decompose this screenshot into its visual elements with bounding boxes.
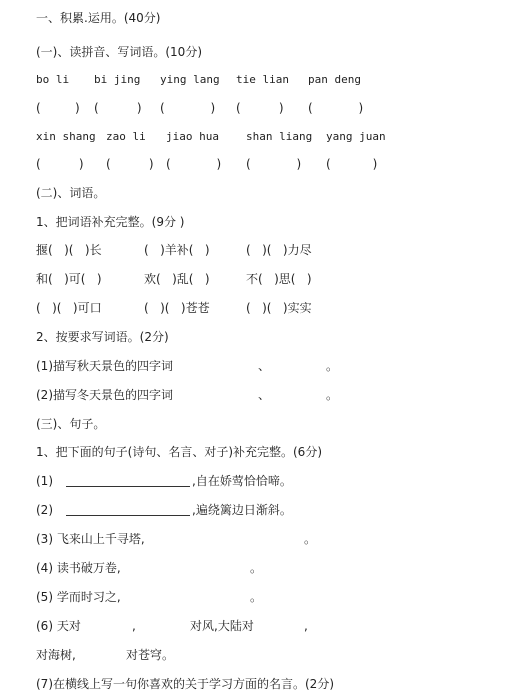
part1-title: (一)、读拼音、写词语。(10分): [36, 45, 202, 59]
idiom-item: 揠( )( )长: [36, 243, 102, 257]
item-number: (2): [36, 503, 53, 517]
pinyin-item: ying lang: [160, 73, 220, 86]
sentence-text: (6) 天对: [36, 619, 81, 633]
part2-title: (二)、词语。: [36, 186, 106, 200]
idiom-item: ( )羊补( ): [144, 243, 210, 257]
question-7: (7)在横线上写一句你喜欢的关于学习方面的名言。(2分): [36, 677, 334, 691]
answer-blank: ( ): [36, 157, 84, 171]
q2-prompt: (2)描写冬天景色的四字词: [36, 388, 173, 402]
pinyin-item: bo li: [36, 73, 70, 86]
part3-title: (三)、句子。: [36, 417, 106, 431]
sentence-text: 对风,大陆对: [190, 619, 254, 633]
q2-end: 。: [326, 359, 339, 373]
answer-blank: ( ): [326, 157, 378, 171]
pinyin-item: jiao hua: [166, 130, 219, 143]
idiom-item: ( )( )可口: [36, 301, 102, 315]
idiom-item: 和( )可( ): [36, 272, 102, 286]
answer-blank: ( ): [94, 101, 142, 115]
sentence-tail: ,遍绕篱边日渐斜。: [192, 503, 292, 517]
idiom-item: ( )( )力尽: [246, 243, 312, 257]
sentence-text: (5) 学而时习之,: [36, 590, 121, 604]
q2-end: 。: [326, 388, 339, 402]
pinyin-item: xin shang: [36, 130, 96, 143]
fill-blank-line: [66, 486, 190, 487]
q2-separator: 、: [258, 359, 271, 373]
sentence-text: (3) 飞来山上千寻塔,: [36, 532, 145, 546]
pinyin-item: yang juan: [326, 130, 386, 143]
pinyin-item: shan liang: [246, 130, 313, 143]
section-title: 一、积累.运用。(40分): [36, 11, 161, 25]
question-title: 1、把下面的句子(诗句、名言、对子)补充完整。(6分): [36, 445, 322, 459]
pinyin-item: tie lian: [236, 73, 289, 86]
pinyin-item: zao li: [106, 130, 146, 143]
answer-blank: ( ): [36, 101, 80, 115]
sentence-end: 。: [250, 590, 263, 604]
answer-blank: ( ): [236, 101, 284, 115]
answer-blank: ( ): [160, 101, 216, 115]
pinyin-item: bi jing: [94, 73, 141, 86]
answer-blank: ( ): [166, 157, 222, 171]
sentence-tail: ,自在娇莺恰恰啼。: [192, 474, 292, 488]
sentence-text: (4) 读书破万卷,: [36, 561, 121, 575]
item-number: (1): [36, 474, 53, 488]
idiom-item: 欢( )乱( ): [144, 272, 210, 286]
sentence-end: 。: [304, 532, 317, 546]
fill-blank-line: [66, 515, 190, 516]
answer-blank: ( ): [106, 157, 154, 171]
question-title: 1、把词语补充完整。(9分 ): [36, 215, 185, 229]
sentence-comma: ,: [132, 619, 136, 633]
idiom-item: ( )( )实实: [246, 301, 312, 315]
pinyin-item: pan deng: [308, 73, 361, 86]
question-title: 2、按要求写词语。(2分): [36, 330, 169, 344]
answer-blank: ( ): [246, 157, 302, 171]
sentence-end: 。: [250, 561, 263, 575]
idiom-item: 不( )思( ): [246, 272, 312, 286]
q2-separator: 、: [258, 388, 271, 402]
answer-blank: ( ): [308, 101, 364, 115]
sentence-comma: ,: [304, 619, 308, 633]
idiom-item: ( )( )苍苍: [144, 301, 210, 315]
sentence-text: 对苍穹。: [126, 648, 175, 662]
sentence-text: 对海树,: [36, 648, 76, 662]
q2-prompt: (1)描写秋天景色的四字词: [36, 359, 173, 373]
